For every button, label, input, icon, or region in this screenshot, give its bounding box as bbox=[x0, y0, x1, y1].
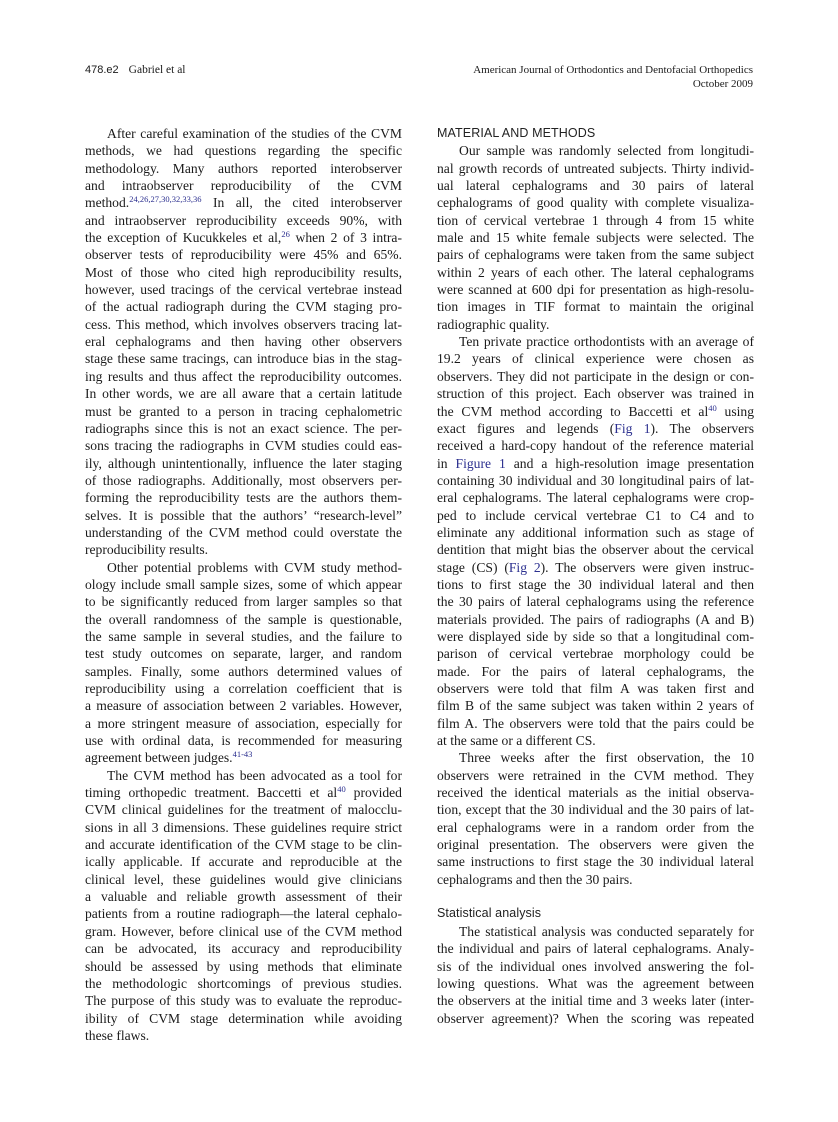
text-line: in Figure 1 and a high-resolution image presentation bbox=[437, 455, 755, 471]
text-line: and accurate identification of the CVM stage to be clin- bbox=[85, 837, 402, 853]
text-line: test study outcomes on separate, larger, and random bbox=[85, 646, 402, 662]
text-line: ibility of CVM stage determination while avoiding bbox=[85, 1010, 402, 1026]
text-line: the individual and pairs of lateral cephalograms. Analy- bbox=[437, 941, 754, 957]
text-line: film A. The observers were told that the pairs could be bbox=[437, 715, 754, 731]
text-line: original presentation. The observers were given the bbox=[437, 837, 754, 853]
text-line: observers. They did not participate in the design or con- bbox=[437, 368, 754, 384]
paragraph bbox=[437, 142, 754, 333]
text-line: Ten private practice orthodontists with an average of bbox=[459, 334, 754, 350]
text-line: selves. It is possible that the authors’ “research-level” bbox=[85, 507, 402, 523]
left-column bbox=[85, 125, 402, 1044]
text-line: cess. This method, which involves observers tracing lat- bbox=[85, 316, 402, 332]
text-line: these flaws. bbox=[85, 1027, 150, 1043]
text-line: made. For the pairs of lateral cephalograms, the bbox=[437, 663, 754, 679]
text-line: the overall randomness of the sample is questionable, bbox=[85, 611, 402, 627]
right-column bbox=[437, 125, 754, 1027]
text-line: gram. However, before clinical use of the CVM method bbox=[85, 923, 402, 939]
text-line: sis of the individual ones involved answering the fol- bbox=[437, 958, 754, 974]
section-spacer bbox=[437, 888, 754, 905]
text-line: After careful examination of the studies of the CVM bbox=[107, 126, 402, 141]
text-line: The purpose of this study was to evaluate the reproduc- bbox=[85, 993, 402, 1009]
journal-title: American Journal of Orthodontics and Dentofacial Orthopedics bbox=[473, 64, 753, 76]
text-line: the methodologic shortcomings of previous studies. bbox=[85, 975, 402, 991]
citation-ref[interactable]: 40 bbox=[708, 402, 717, 413]
text-line: to be significantly reduced from larger samples so that bbox=[85, 594, 402, 610]
text-line: In other words, we are all aware that a certain latitude bbox=[85, 386, 402, 402]
text-line: the 30 pairs of lateral cephalograms using the reference bbox=[437, 594, 754, 610]
text-line: timing orthopedic treatment. Baccetti et al$^{40}$ provided bbox=[85, 784, 402, 801]
text-line: received the identical materials as the initial observa- bbox=[437, 785, 754, 801]
text-line: received a hard-copy handout of the reference material bbox=[437, 438, 754, 454]
text-line: same instructions to first stage the 30 individual lateral bbox=[437, 854, 754, 870]
text-line: stage these same tracings, can introduce bias in the stag- bbox=[85, 351, 402, 367]
text-line: ology include small sample sizes, some of which appear bbox=[85, 576, 402, 592]
text-line: struction of this project. Each observer was trained in bbox=[437, 386, 754, 402]
text-line: radiographic quality. bbox=[437, 316, 550, 332]
text-line: samples. Finally, some authors determined values of bbox=[85, 663, 402, 679]
text-line: Most of those who cited high reproducibility results, bbox=[85, 264, 402, 280]
text-line: ual lateral cephalograms and 30 pairs of lateral bbox=[437, 178, 754, 194]
text-line: the observers at the initial time and 3 weeks later (inter- bbox=[437, 993, 754, 1009]
text-line: observers were retrained in the CVM method. They bbox=[437, 767, 754, 783]
text-line: observer tests of reproducibility were 45% and 65%. bbox=[85, 247, 402, 263]
paragraph bbox=[437, 923, 754, 1027]
text-line: pairs of cephalograms were taken from the same subject bbox=[437, 247, 754, 263]
text-line: were scanned at 600 dpi for presentation as high-resolu- bbox=[437, 282, 754, 298]
text-line: stage (CS) (Fig 2). The observers were given instruc- bbox=[437, 559, 754, 575]
paragraph bbox=[85, 125, 402, 559]
text-line: eral cephalograms and then having other observers bbox=[85, 334, 402, 350]
figure-link[interactable]: Figure 1 bbox=[455, 455, 506, 471]
text-line: ped to include cervical vertebrae C1 to C4 and to bbox=[437, 507, 754, 523]
text-line: must be granted to a person in tracing cephalometric bbox=[85, 403, 402, 419]
text-line: exact figures and legends (Fig 1). The observers bbox=[437, 420, 755, 436]
text-line: methodology. Many authors reported interobserver bbox=[85, 160, 402, 176]
text-line: tion, except that the 30 individual and the 30 pairs of lat- bbox=[437, 802, 754, 818]
text-line: clinical level, these guidelines would give clinicians bbox=[85, 871, 402, 887]
text-line: of those radiographs. Additionally, most observers per- bbox=[85, 472, 402, 488]
citation-ref[interactable]: 26 bbox=[281, 229, 290, 240]
issue-date: October 2009 bbox=[692, 78, 753, 90]
text-line: eliminate any additional information such as stage of bbox=[437, 524, 754, 540]
text-line: film B of the same subject was taken within 2 years of bbox=[437, 698, 754, 714]
page-number: 478.e2 bbox=[85, 64, 119, 76]
text-line: were displayed side by side so that a longitudinal com- bbox=[437, 628, 754, 644]
text-line: a measure of association between 2 variables. However, bbox=[85, 698, 402, 714]
text-line: and intraobserver reproducibility of the CVM bbox=[85, 178, 402, 194]
figure-link[interactable]: Fig 2 bbox=[508, 559, 541, 575]
running-header-right bbox=[473, 63, 753, 91]
text-line: reproducibility using a correlation coefficient that is bbox=[85, 681, 402, 696]
text-line: observer agreement)? When the scoring was repeated bbox=[437, 1010, 754, 1026]
text-line: observers were told that film A was taken first and bbox=[437, 681, 754, 696]
paragraph bbox=[437, 749, 754, 888]
text-line: of the actual radiograph during the CVM staging pro- bbox=[85, 299, 402, 315]
text-line: Three weeks after the first observation, the 10 bbox=[459, 750, 754, 766]
text-line: lowing questions. What was the agreement between bbox=[437, 975, 754, 991]
text-line: 19.2 years of clinical experience were chosen as bbox=[437, 351, 754, 367]
text-line: the same sample in several studies, and the failure to bbox=[85, 628, 402, 644]
text-line: however, used tracings of the cervical vertebrae instead bbox=[85, 282, 402, 298]
paragraph bbox=[437, 333, 754, 749]
text-line: nal growth records of untreated subjects. Thirty individ- bbox=[437, 160, 754, 176]
text-line: Other potential problems with CVM study method- bbox=[107, 559, 402, 575]
text-line: CVM clinical guidelines for the treatment of malocclu- bbox=[85, 802, 402, 818]
text-line: understanding of the CVM method could overstate the bbox=[85, 524, 402, 540]
text-line: method.$^{24,26,27,30,32,33,36}$ In all, the cited interobserver bbox=[85, 194, 402, 211]
text-line: materials provided. The pairs of radiographs (A and B) bbox=[437, 611, 754, 627]
text-line: within 2 years of each other. The lateral cephalograms bbox=[437, 264, 754, 280]
text-line: tions to first stage the 30 individual lateral and then bbox=[437, 576, 754, 592]
text-line: containing 30 individual and 30 longitudinal pairs of lat- bbox=[437, 472, 754, 488]
running-header-left bbox=[85, 63, 186, 77]
paragraph bbox=[85, 559, 402, 767]
text-line: eral cephalograms were in a random order from the bbox=[437, 819, 754, 835]
text-line: tion of cervical vertebrae 1 through 4 from 15 white bbox=[437, 212, 754, 228]
text-line: The statistical analysis was conducted separately for bbox=[459, 923, 754, 939]
text-line: sons tracing the radiographs in CVM studies could eas- bbox=[85, 438, 402, 454]
citation-ref[interactable]: 40 bbox=[337, 784, 346, 795]
section-heading: Statistical analysis bbox=[437, 906, 542, 921]
text-line: dentition that might bias the observer about the cervical bbox=[437, 542, 754, 558]
author-running-head: Gabriel et al bbox=[128, 64, 186, 76]
text-line: at the same or a different CS. bbox=[437, 733, 596, 749]
text-line: parison of cervical vertebrae morphology could be bbox=[437, 646, 754, 662]
text-line: Our sample was randomly selected from longitudi- bbox=[459, 143, 754, 159]
text-line: a valuable and reliable growth assessment of their bbox=[85, 889, 402, 905]
paragraph bbox=[85, 767, 402, 1045]
text-line: the exception of Kucukkeles et al,$^{26}$ when 2 of 3 intra- bbox=[85, 229, 402, 246]
text-line: ily, although unintentionally, influence the later staging bbox=[85, 455, 402, 471]
text-line: use with ordinal data, is recommended for measuring bbox=[85, 733, 402, 749]
text-line: ically applicable. If accurate and reproducible at the bbox=[85, 854, 402, 870]
citation-ref[interactable]: 24,26,27,30,32,33,36 bbox=[129, 194, 202, 205]
text-line: a more stringent measure of association, especially for bbox=[85, 715, 402, 731]
text-line: eral cephalograms. The lateral cephalograms were crop- bbox=[437, 490, 754, 506]
text-line: cephalograms of good quality with complete visualiza- bbox=[437, 195, 754, 211]
text-line: ing results and thus affect the reproducibility outcomes. bbox=[85, 368, 402, 384]
text-line: The CVM method has been advocated as a tool for bbox=[107, 767, 402, 783]
text-line: can be advocated, its accuracy and reproducibility bbox=[85, 941, 402, 957]
text-line: radiographs since this is not an exact science. The per- bbox=[85, 420, 402, 436]
text-line: agreement between judges.$^{41-43}$ bbox=[85, 749, 253, 766]
text-line: the CVM method according to Baccetti et al$^{40}$ using bbox=[437, 402, 755, 419]
text-line: should be assessed by using methods that eliminate bbox=[85, 958, 402, 974]
text-line: forming the reproducibility tests are the authors them- bbox=[85, 490, 402, 506]
text-line: and intraobserver reproducibility exceeds 90%, with bbox=[85, 212, 402, 228]
citation-ref[interactable]: 41-43 bbox=[232, 749, 253, 760]
text-line: cephalograms and then the 30 pairs. bbox=[437, 871, 633, 887]
section-heading: MATERIAL AND METHODS bbox=[437, 126, 596, 140]
text-line: patients from a routine radiograph—the lateral cephalo- bbox=[85, 906, 402, 922]
text-line: tion images in TIF format to maintain the original bbox=[437, 299, 754, 315]
figure-link[interactable]: Fig 1 bbox=[614, 420, 651, 436]
text-line: sions in all 3 dimensions. These guidelines require strict bbox=[85, 819, 402, 835]
text-line: reproducibility results. bbox=[85, 542, 209, 558]
text-line: male and 15 white female subjects were selected. The bbox=[437, 230, 754, 246]
text-line: methods, we had questions regarding the specific bbox=[85, 143, 402, 159]
